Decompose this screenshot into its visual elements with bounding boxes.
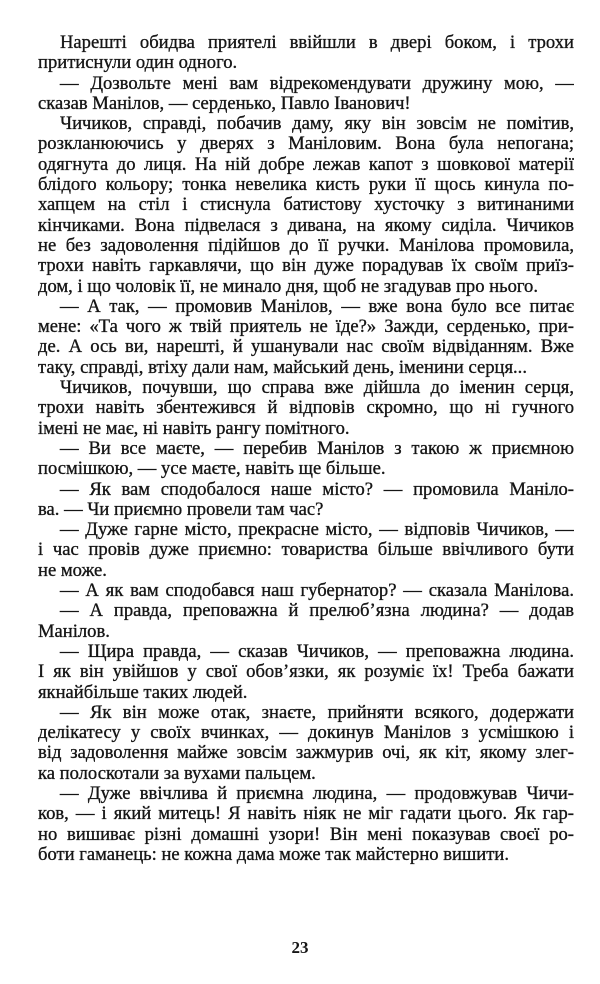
text-line: — Дуже гарне місто, прекрасне місто, — відповів Чичиков, — [60, 520, 574, 541]
text-line: но вишиває різні домашні узори! Він мені показував своєї ро- [38, 824, 574, 845]
text-line: боти гаманець: не кожна дама може так майстерно вишити. [38, 844, 509, 865]
text-line: — Як вам сподобалося наше місто? — промовила Маніло- [60, 479, 574, 500]
text-line: трохи навіть збентежився й відповів скромно, що ні гучного [38, 398, 574, 419]
text-line: хапцем на стіл і стиснула батистову хусточку з витинаними [38, 195, 574, 216]
text-line: імені не має, ні навіть рангу помітного. [38, 418, 350, 439]
book-page-text [38, 33, 574, 865]
text-line: якнайбільше таких людей. [38, 682, 248, 703]
text-line: — А правда, преповажна й прелюб’язна людина? — додав [60, 601, 574, 622]
text-line: таку, справді, втіху дали нам, майський день, іменини серця... [38, 357, 527, 378]
text-line: І як він увійшов у свої обов’язки, як розуміє їх! Треба бажати [38, 662, 574, 683]
text-line: — Дуже ввічлива й приємна людина, — продовжував Чичи- [60, 783, 574, 804]
text-line: — Як він може отак, знаєте, прийняти всякого, додержати [60, 702, 574, 723]
text-line: мене: «Та чого ж твій приятель не їде?» Зажди, серденько, при- [38, 317, 574, 338]
text-line: делікатесу у своїх вчинках, — докинув Манілов з усмішкою і [38, 723, 574, 744]
text-line: — Щира правда, — сказав Чичиков, — преповажна людина. [60, 641, 574, 662]
text-line: Чичиков, справді, побачив даму, яку він зовсім не помітив, [60, 114, 574, 135]
text-line: не без задоволення підійшов до її ручки. Манілова промовила, [38, 235, 574, 256]
page-number: 23 [291, 938, 309, 957]
text-line: одягнута до лиця. На ній добре лежав капот з шовкової матерії [38, 154, 574, 175]
text-line: трохи навіть гаркавлячи, що він дуже порадував їх своїм приїз- [38, 256, 574, 277]
text-line: притиснули один одного. [38, 53, 238, 74]
text-line: від задоволення майже зовсім зажмурив очі, як кіт, якому злег- [38, 743, 574, 764]
text-line: ва. — Чи приємно провели там час? [38, 499, 324, 520]
text-line: сказав Манілов, — серденько, Павло Іванович! [38, 93, 411, 114]
text-line: Чичиков, почувши, що справа вже дійшла до іменин серця, [60, 378, 574, 399]
text-line: Манілов. [38, 621, 110, 642]
text-line: ков, — і який митець! Я навіть ніяк не міг гадати цього. Як гар- [38, 804, 574, 825]
text-line: не може. [38, 560, 107, 581]
text-line: розкланюючись у дверях з Маніловим. Вона була непогана; [38, 134, 574, 155]
text-line: — Дозвольте мені вам відрекомендувати дружину мою, — [60, 73, 574, 94]
text-line: — А так, — промовив Манілов, — вже вона було все питає [60, 296, 574, 317]
text-line: Нарешті обидва приятелі ввійшли в двері боком, і трохи [60, 33, 574, 53]
text-line: — Ви все маєте, — перебив Манілов з такою ж приємною [60, 438, 574, 459]
text-line: — А як вам сподобався наш губернатор? — сказала Манілова. [60, 581, 574, 602]
text-line: дом, і що чоловік її, не минало дня, щоб не згадував про нього. [38, 276, 538, 297]
text-line: блідого кольору; тонка невелика кисть руки її щось кинула по- [38, 175, 574, 196]
text-line: де. А ось ви, нарешті, й ушанували нас своїм відвіданням. Вже [38, 337, 574, 358]
text-line: і час провів дуже приємно: товариства більше ввічливого бути [38, 540, 574, 561]
text-line: ка полоскотали за вухами пальцем. [38, 763, 316, 784]
text-line: кінчиками. Вона підвелася з дивана, на якому сиділа. Чичиков [38, 215, 574, 236]
text-line: посмішкою, — усе маєте, навіть ще більше. [38, 459, 386, 480]
